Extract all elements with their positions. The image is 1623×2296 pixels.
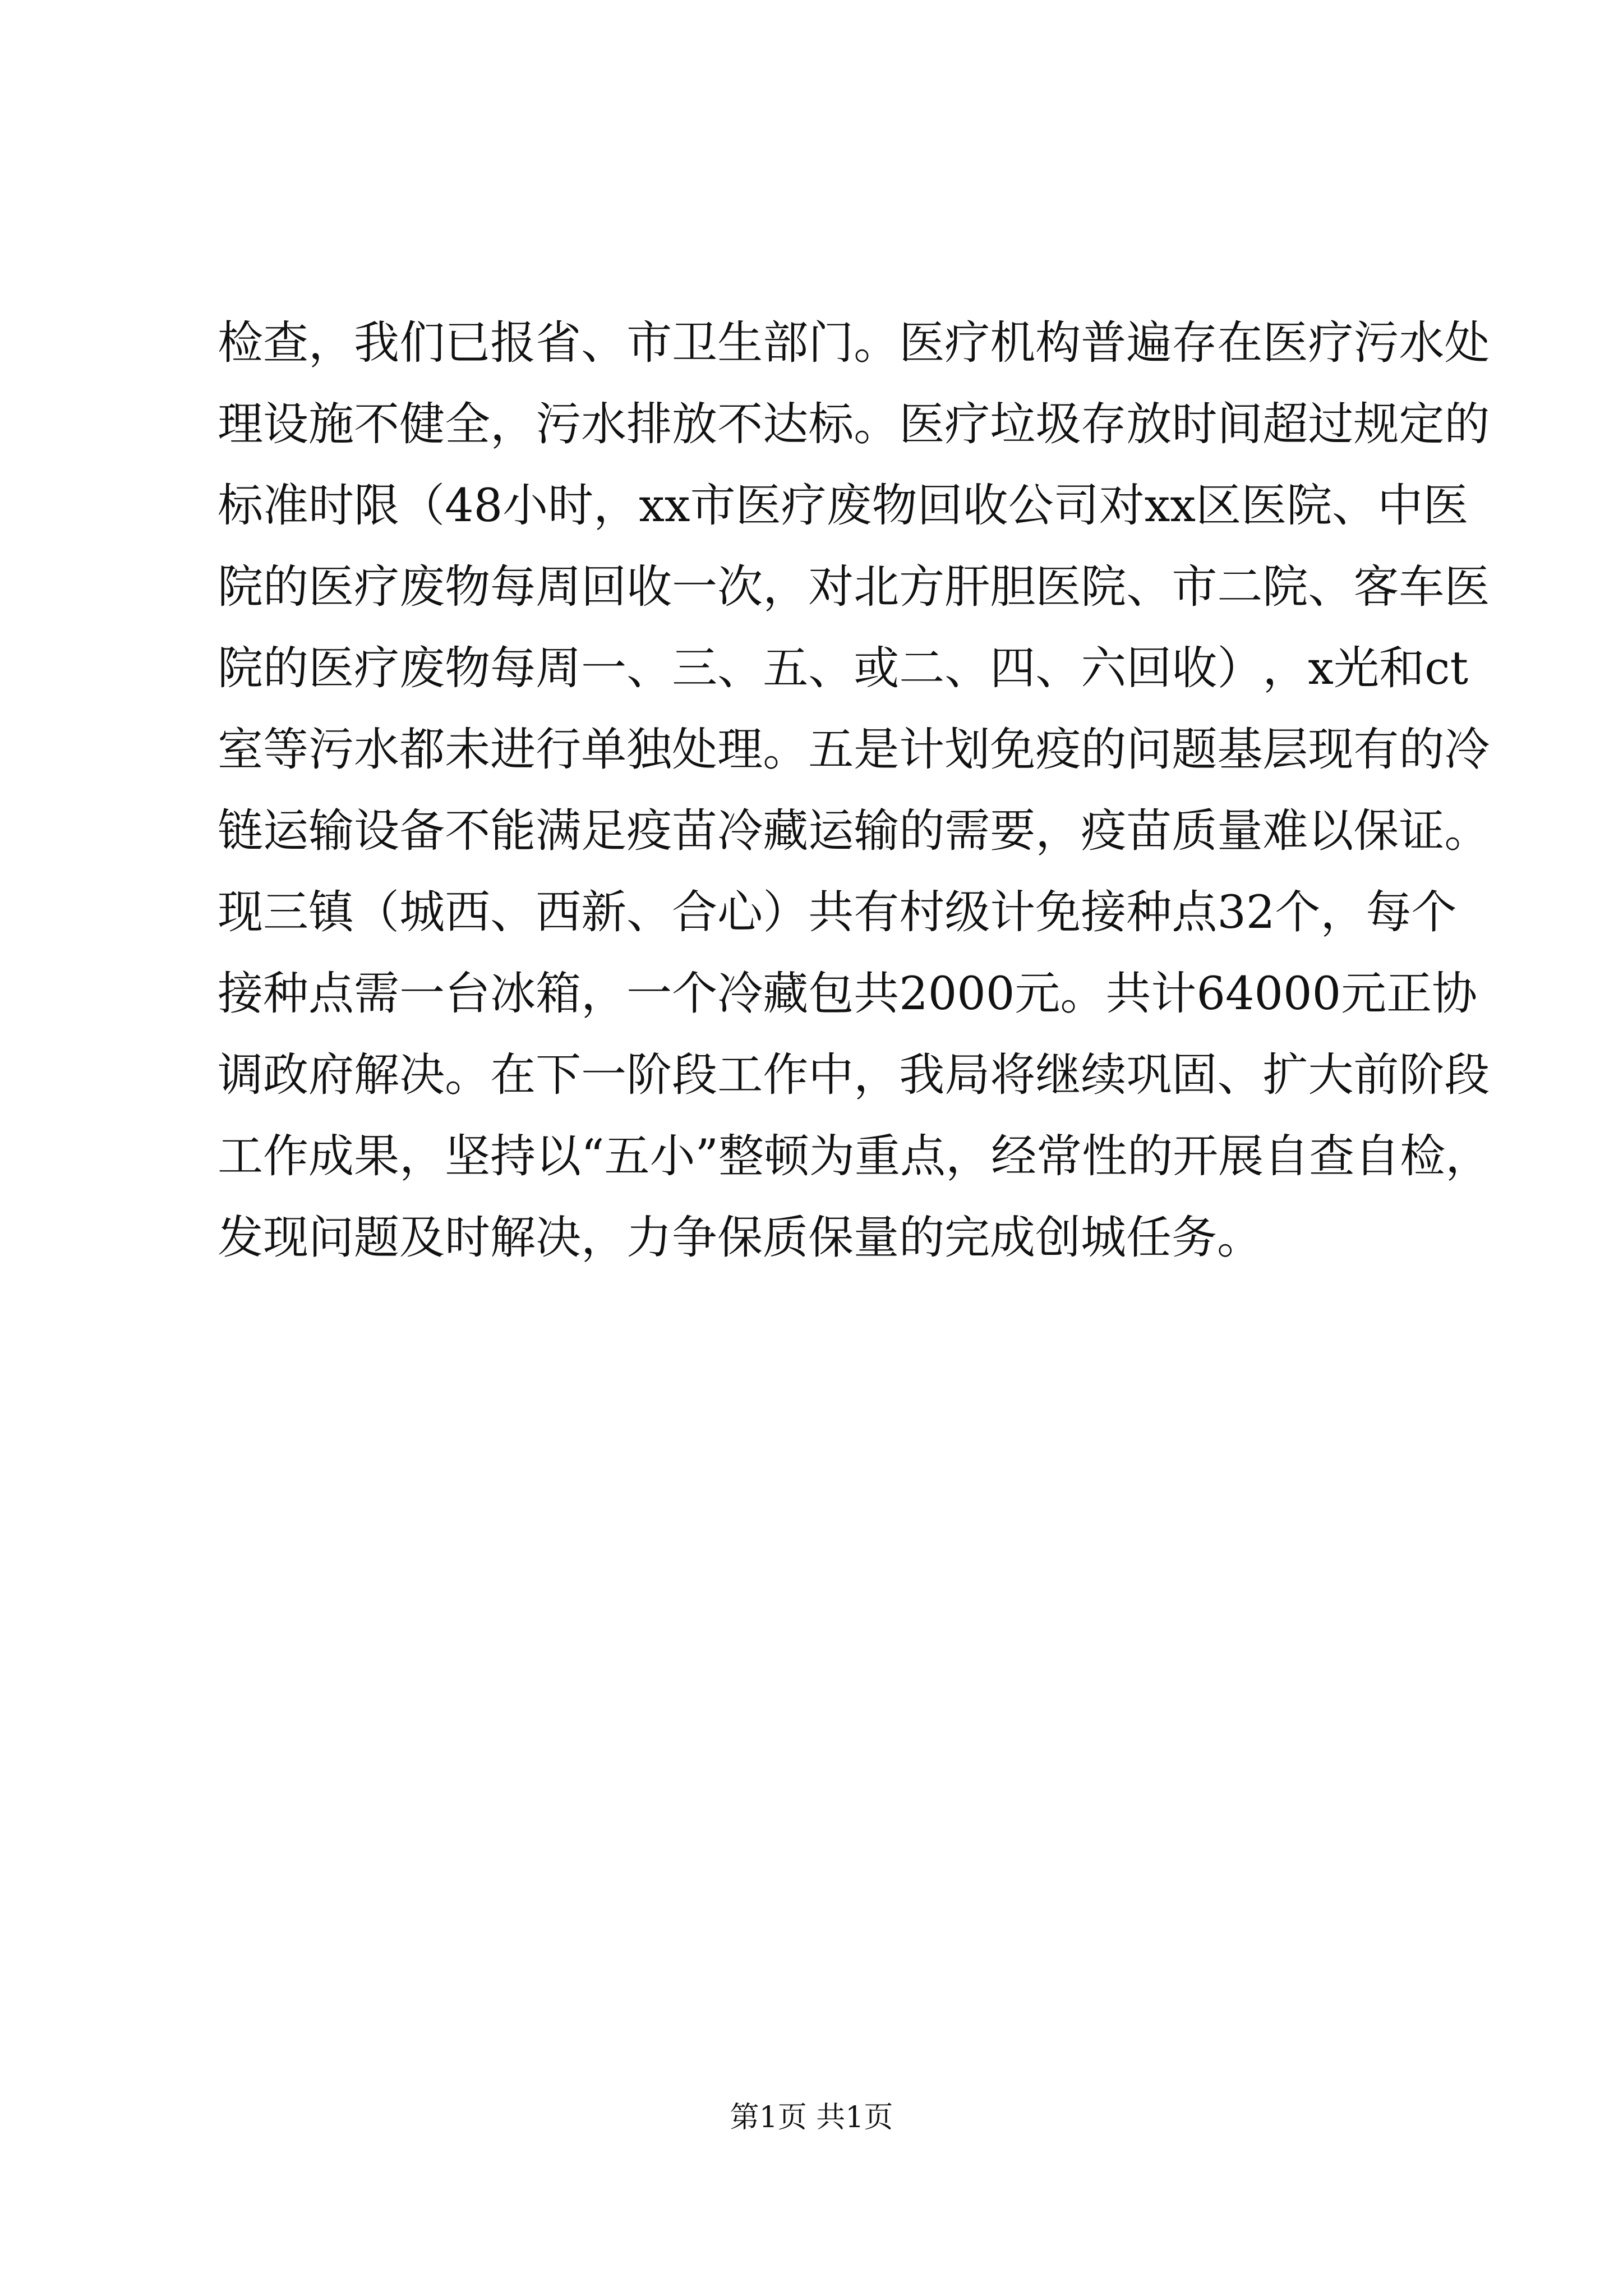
text-line: 院 的 医 疗 废 物 每 周 一 、 三 、 五 、 或 二 、 四 、 六 回 收 ） ， x 光 和 ct — [218, 642, 1469, 695]
text-line: 发现问题及时解决，力争保质保量的完成创城任务。 — [218, 1212, 1263, 1264]
text-line: 工 作 成 果 ， 坚 持 以 “ 五 小 ” 整 顿 为 重 点 ， 经 常 性 的 开 展 自 查 自 检 ， — [218, 1130, 1491, 1183]
text-line: 现 三 镇 （ 城 西 、 西 新 、 合 心 ） 共 有 村 级 计 免 接 种 点 32 个 ， 每 个 — [218, 886, 1457, 939]
text-line: 标 准 时 限 （ 48 小 时 ， xx 市 医 疗 废 物 回 收 公 司 对 xx 区 医 院 、 中 医 — [218, 480, 1469, 532]
text-line: 室 等 污 水 都 未 进 行 单 独 处 理 。 五 是 计 划 免 疫 的 问 题 基 层 现 有 的 冷 — [218, 724, 1490, 776]
body-paragraph — [218, 303, 1491, 1279]
page-footer: 第1页 共1页 — [730, 2101, 893, 2134]
text-line: 调 政 府 解 决 。 在 下 一 阶 段 工 作 中 ， 我 局 将 继 续 巩 固 、 扩 大 前 阶 段 — [218, 1049, 1490, 1102]
text-line: 理 设 施 不 健 全 ， 污 水 排 放 不 达 标 。 医 疗 垃 圾 存 放 时 间 超 过 规 定 的 — [218, 398, 1490, 451]
text-line: 院 的 医 疗 废 物 每 周 回 收 一 次 ， 对 北 方 肝 胆 医 院 、 市 二 院 、 客 车 医 — [218, 561, 1490, 614]
text-line: 链 运 输 设 备 不 能 满 足 疫 苗 冷 藏 运 输 的 需 要 ， 疫 苗 质 量 难 以 保 证 。 — [218, 805, 1490, 858]
text-line: 检 查 ， 我 们 已 报 省 、 市 卫 生 部 门 。 医 疗 机 构 普 遍 存 在 医 疗 污 水 处 — [218, 317, 1490, 370]
text-line: 接 种 点 需 一 台 冰 箱 ， 一 个 冷 藏 包 共 2000 元 。 共 计 64000 元 正 协 — [218, 968, 1478, 1020]
